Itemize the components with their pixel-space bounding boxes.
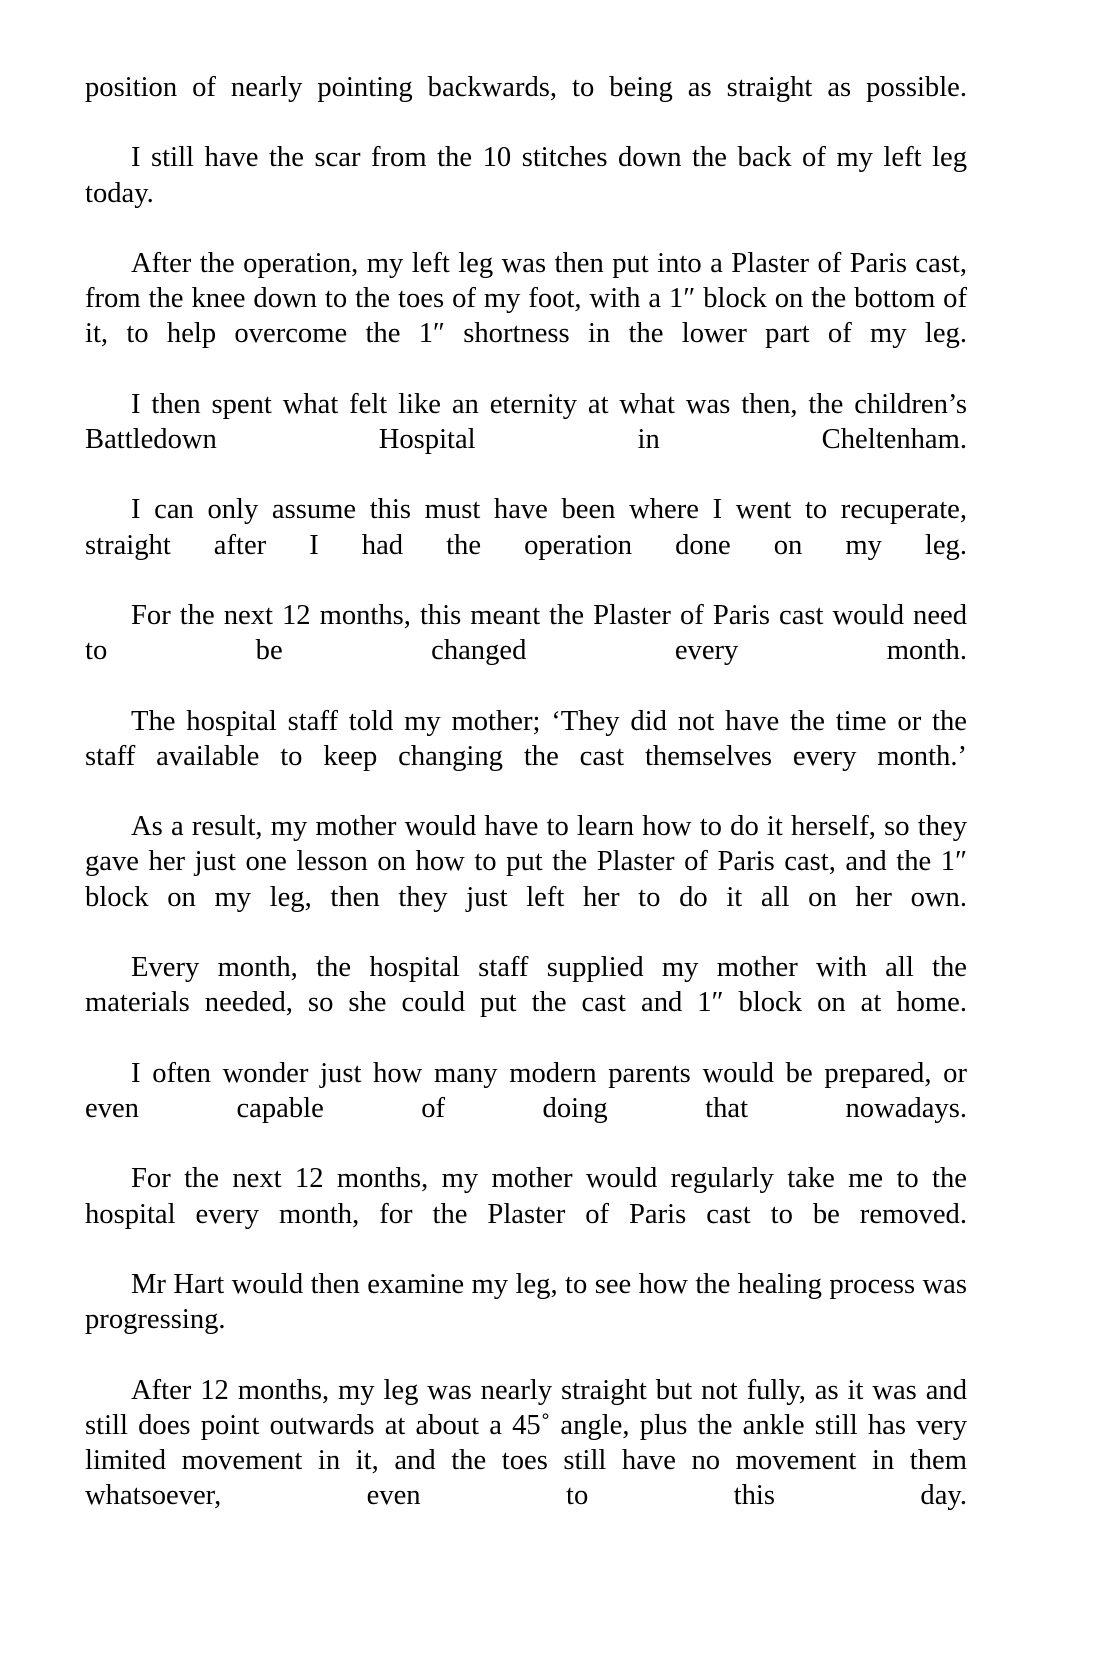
paragraph-continuation: position of nearly pointing backwards, to being as straight as possible.: [85, 72, 967, 103]
paragraph: I can only assume this must have been where I went to recuperate, straight after I had the operation done on my leg.: [85, 494, 967, 561]
paragraph: Mr Hart would then examine my leg, to see how the healing process was progressing.: [85, 1268, 967, 1336]
paragraph: As a result, my mother would have to learn how to do it herself, so they gave her just one lesson on how to put the Plaster of Paris cast, and the 1″ block on my leg, then they just left her to do it all on her own.: [85, 811, 967, 913]
paragraph: The hospital staff told my mother; ‘They did not have the time or the staff available to keep changing the cast themselves every month.’: [85, 705, 967, 772]
paragraph: I still have the scar from the 10 stitches down the back of my left leg today.: [85, 142, 967, 209]
paragraph: For the next 12 months, this meant the Plaster of Paris cast would need to be changed every month.: [85, 600, 967, 667]
paragraph: I then spent what felt like an eternity at what was then, the children’s Battledown Hospital in Cheltenham.: [85, 388, 967, 456]
paragraph: I often wonder just how many modern parents would be prepared, or even capable of doing that nowadays.: [85, 1057, 967, 1124]
paragraph: For the next 12 months, my mother would regularly take me to the hospital every month, for the Plaster of Paris cast to be removed.: [85, 1163, 967, 1230]
paragraph: After 12 months, my leg was nearly straight but not fully, as it was and still does point outwards at about a 45˚ angle, plus the ankle still has very limited movement in it, and the toes still have no movement in them whatsoever, even to this day.: [85, 1374, 967, 1512]
paragraph: After the operation, my left leg was then put into a Plaster of Paris cast, from the knee down to the toes of my foot, with a 1″ block on the bottom of it, to help overcome the 1″ shortness in the lower part of my leg.: [85, 248, 967, 350]
body-text-column: [85, 70, 967, 1549]
paragraph: Every month, the hospital staff supplied my mother with all the materials needed, so she could put the cast and 1″ block on at home.: [85, 952, 967, 1019]
